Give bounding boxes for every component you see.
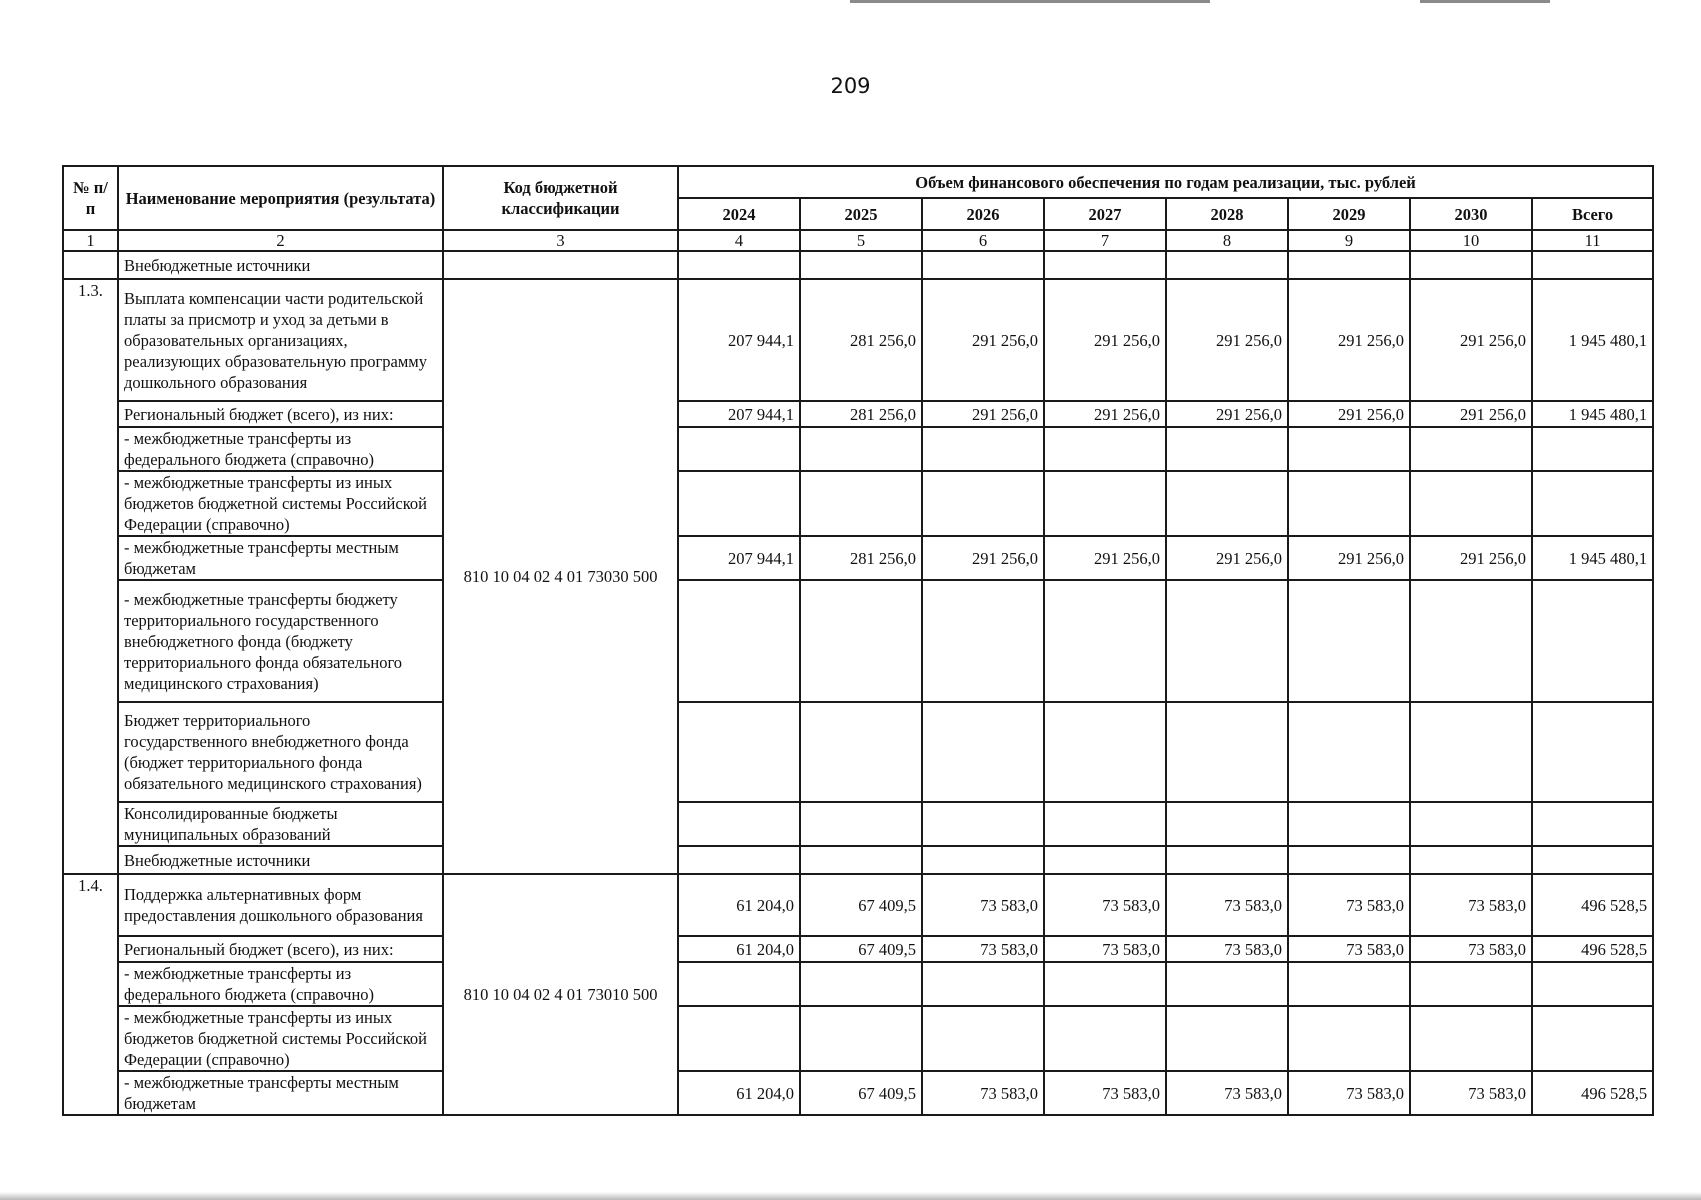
scan-artifact xyxy=(0,1192,1701,1200)
value-cell: 281 256,0 xyxy=(800,401,922,427)
value-cell xyxy=(678,580,800,702)
value-cell: 291 256,0 xyxy=(1166,401,1288,427)
index-cell: 2 xyxy=(118,230,443,251)
table-row xyxy=(63,936,1653,962)
value-cell: 291 256,0 xyxy=(922,279,1044,401)
table-row xyxy=(63,401,1653,427)
header-total: Всего xyxy=(1532,198,1653,230)
value-cell xyxy=(1166,427,1288,471)
table-row xyxy=(63,1071,1653,1115)
scan-artifact xyxy=(850,0,1210,3)
value-cell xyxy=(1288,802,1410,846)
value-cell: 73 583,0 xyxy=(1044,874,1166,936)
value-cell xyxy=(1288,846,1410,874)
table-row xyxy=(63,702,1653,802)
row-name: - межбюджетные трансферты местным бюджетам xyxy=(118,1071,443,1115)
value-cell xyxy=(800,471,922,536)
value-cell: 281 256,0 xyxy=(800,536,922,580)
value-cell: 73 583,0 xyxy=(1410,1071,1532,1115)
value-cell xyxy=(678,962,800,1006)
value-cell xyxy=(1166,580,1288,702)
budget-code: 810 10 04 02 4 01 73010 500 xyxy=(443,874,678,1115)
funding-table xyxy=(62,165,1654,1116)
value-cell xyxy=(800,846,922,874)
value-cell xyxy=(1288,471,1410,536)
value-cell xyxy=(1410,846,1532,874)
value-cell xyxy=(1288,427,1410,471)
value-cell xyxy=(800,962,922,1006)
value-cell: 291 256,0 xyxy=(922,401,1044,427)
value-cell xyxy=(922,471,1044,536)
value-cell xyxy=(678,1006,800,1071)
row-number: 1.3. xyxy=(63,279,118,874)
empty-cell xyxy=(922,251,1044,279)
table-row xyxy=(63,874,1653,936)
value-cell xyxy=(1410,962,1532,1006)
value-cell: 73 583,0 xyxy=(1410,936,1532,962)
value-cell xyxy=(922,427,1044,471)
value-cell xyxy=(800,580,922,702)
value-cell: 291 256,0 xyxy=(922,536,1044,580)
value-cell xyxy=(1166,802,1288,846)
value-total xyxy=(1532,802,1653,846)
value-cell: 73 583,0 xyxy=(1410,874,1532,936)
index-cell: 5 xyxy=(800,230,922,251)
value-total xyxy=(1532,962,1653,1006)
value-total: 1 945 480,1 xyxy=(1532,401,1653,427)
value-cell xyxy=(800,802,922,846)
value-total xyxy=(1532,846,1653,874)
value-cell: 207 944,1 xyxy=(678,536,800,580)
scan-artifact xyxy=(1420,0,1550,3)
header-code: Код бюджетной классификации xyxy=(443,166,678,230)
page-number: 209 xyxy=(830,74,871,98)
empty-cell xyxy=(1166,251,1288,279)
value-total: 496 528,5 xyxy=(1532,936,1653,962)
value-cell: 291 256,0 xyxy=(1166,536,1288,580)
value-total: 1 945 480,1 xyxy=(1532,279,1653,401)
value-cell xyxy=(1044,702,1166,802)
row-name: Внебюджетные источники xyxy=(118,846,443,874)
empty-cell xyxy=(63,251,118,279)
value-cell: 291 256,0 xyxy=(1410,536,1532,580)
value-cell: 291 256,0 xyxy=(1288,401,1410,427)
value-cell xyxy=(800,427,922,471)
value-cell: 73 583,0 xyxy=(1166,936,1288,962)
value-cell: 61 204,0 xyxy=(678,874,800,936)
value-cell xyxy=(1166,471,1288,536)
row-name: Бюджет территориального государственного внебюджетного фонда (бюджет территориального фонда обязательного медицинского страхования) xyxy=(118,702,443,802)
index-cell: 1 xyxy=(63,230,118,251)
table-row xyxy=(63,251,1653,279)
index-cell: 10 xyxy=(1410,230,1532,251)
value-cell: 207 944,1 xyxy=(678,401,800,427)
value-cell xyxy=(1288,1006,1410,1071)
value-cell xyxy=(800,1006,922,1071)
table-row xyxy=(63,802,1653,846)
value-cell: 291 256,0 xyxy=(1288,536,1410,580)
value-cell xyxy=(1044,427,1166,471)
row-name: - межбюджетные трансферты бюджету территориального государственного внебюджетного фонда (бюджету территориального фонда обязательного медицинского страхования) xyxy=(118,580,443,702)
header-year: 2024 xyxy=(678,198,800,230)
header-funding: Объем финансового обеспечения по годам реализации, тыс. рублей xyxy=(678,166,1653,198)
value-cell: 67 409,5 xyxy=(800,874,922,936)
header-year: 2026 xyxy=(922,198,1044,230)
value-cell: 291 256,0 xyxy=(1288,279,1410,401)
value-cell: 291 256,0 xyxy=(1410,279,1532,401)
table-row xyxy=(63,427,1653,471)
value-cell: 61 204,0 xyxy=(678,1071,800,1115)
value-cell xyxy=(1288,702,1410,802)
value-cell: 73 583,0 xyxy=(1044,936,1166,962)
row-name: - межбюджетные трансферты местным бюджетам xyxy=(118,536,443,580)
index-cell: 8 xyxy=(1166,230,1288,251)
value-cell xyxy=(678,471,800,536)
table-row xyxy=(63,536,1653,580)
table-row xyxy=(63,580,1653,702)
empty-cell xyxy=(1410,251,1532,279)
header-name: Наименование мероприятия (результата) xyxy=(118,166,443,230)
value-total xyxy=(1532,580,1653,702)
table-row xyxy=(63,846,1653,874)
value-cell xyxy=(678,802,800,846)
value-cell xyxy=(1044,846,1166,874)
index-cell: 9 xyxy=(1288,230,1410,251)
table-row xyxy=(63,279,1653,401)
header-year: 2027 xyxy=(1044,198,1166,230)
row-name: Выплата компенсации части родительской платы за присмотр и уход за детьми в образовательных организациях, реализующих образовательную программу дошкольного образования xyxy=(118,279,443,401)
value-cell xyxy=(922,702,1044,802)
empty-cell xyxy=(1044,251,1166,279)
value-cell xyxy=(922,846,1044,874)
empty-cell xyxy=(443,251,678,279)
value-cell: 67 409,5 xyxy=(800,936,922,962)
table-row xyxy=(63,962,1653,1006)
value-cell: 291 256,0 xyxy=(1166,279,1288,401)
value-cell: 67 409,5 xyxy=(800,1071,922,1115)
header-year: 2029 xyxy=(1288,198,1410,230)
value-cell xyxy=(1410,427,1532,471)
value-cell xyxy=(922,580,1044,702)
value-cell xyxy=(1166,962,1288,1006)
value-cell xyxy=(1410,580,1532,702)
value-cell xyxy=(1044,1006,1166,1071)
value-cell: 291 256,0 xyxy=(1410,401,1532,427)
value-cell xyxy=(678,702,800,802)
row-name: Региональный бюджет (всего), из них: xyxy=(118,936,443,962)
value-cell: 281 256,0 xyxy=(800,279,922,401)
value-total: 496 528,5 xyxy=(1532,1071,1653,1115)
value-cell xyxy=(1166,846,1288,874)
index-cell: 6 xyxy=(922,230,1044,251)
index-cell: 11 xyxy=(1532,230,1653,251)
value-total: 496 528,5 xyxy=(1532,874,1653,936)
value-cell: 291 256,0 xyxy=(1044,279,1166,401)
empty-cell xyxy=(800,251,922,279)
header-year: 2030 xyxy=(1410,198,1532,230)
value-cell xyxy=(922,1006,1044,1071)
value-cell: 61 204,0 xyxy=(678,936,800,962)
value-cell xyxy=(1410,1006,1532,1071)
value-cell xyxy=(1166,702,1288,802)
row-name: Региональный бюджет (всего), из них: xyxy=(118,401,443,427)
index-cell: 3 xyxy=(443,230,678,251)
budget-code: 810 10 04 02 4 01 73030 500 xyxy=(443,279,678,874)
header-num: № п/п xyxy=(63,166,118,230)
header-year: 2025 xyxy=(800,198,922,230)
value-total xyxy=(1532,427,1653,471)
value-total xyxy=(1532,1006,1653,1071)
value-cell xyxy=(1166,1006,1288,1071)
header-row xyxy=(63,166,1653,198)
value-cell xyxy=(1044,580,1166,702)
value-total: 1 945 480,1 xyxy=(1532,536,1653,580)
value-cell xyxy=(1288,580,1410,702)
value-cell: 207 944,1 xyxy=(678,279,800,401)
empty-cell xyxy=(1532,251,1653,279)
value-cell: 73 583,0 xyxy=(922,874,1044,936)
value-cell: 73 583,0 xyxy=(1044,1071,1166,1115)
table-row xyxy=(63,471,1653,536)
value-cell xyxy=(1410,471,1532,536)
value-cell: 291 256,0 xyxy=(1044,536,1166,580)
value-cell: 73 583,0 xyxy=(1288,874,1410,936)
index-cell: 4 xyxy=(678,230,800,251)
value-cell xyxy=(678,427,800,471)
value-cell xyxy=(922,802,1044,846)
section-1-3 xyxy=(63,279,1653,874)
value-cell xyxy=(1044,471,1166,536)
index-cell: 7 xyxy=(1044,230,1166,251)
value-cell xyxy=(1044,802,1166,846)
table-row xyxy=(63,1006,1653,1071)
row-name: Внебюджетные источники xyxy=(118,251,443,279)
value-cell: 291 256,0 xyxy=(1044,401,1166,427)
value-cell: 73 583,0 xyxy=(1166,874,1288,936)
value-cell: 73 583,0 xyxy=(1288,1071,1410,1115)
row-name: - межбюджетные трансферты из федерального бюджета (справочно) xyxy=(118,427,443,471)
value-total xyxy=(1532,702,1653,802)
empty-cell xyxy=(678,251,800,279)
index-row xyxy=(63,230,1653,251)
value-cell xyxy=(678,846,800,874)
row-number: 1.4. xyxy=(63,874,118,1115)
value-total xyxy=(1532,471,1653,536)
row-name: Поддержка альтернативных форм предоставления дошкольного образования xyxy=(118,874,443,936)
row-name: - межбюджетные трансферты из иных бюджетов бюджетной системы Российской Федерации (справочно) xyxy=(118,471,443,536)
row-name: - межбюджетные трансферты из иных бюджетов бюджетной системы Российской Федерации (справочно) xyxy=(118,1006,443,1071)
value-cell: 73 583,0 xyxy=(922,936,1044,962)
empty-cell xyxy=(1288,251,1410,279)
value-cell: 73 583,0 xyxy=(1288,936,1410,962)
value-cell xyxy=(1410,702,1532,802)
value-cell: 73 583,0 xyxy=(1166,1071,1288,1115)
row-name: Консолидированные бюджеты муниципальных образований xyxy=(118,802,443,846)
value-cell xyxy=(1410,802,1532,846)
value-cell: 73 583,0 xyxy=(922,1071,1044,1115)
value-cell xyxy=(800,702,922,802)
section-1-4 xyxy=(63,874,1653,1115)
header-year: 2028 xyxy=(1166,198,1288,230)
value-cell xyxy=(1044,962,1166,1006)
row-name: - межбюджетные трансферты из федерального бюджета (справочно) xyxy=(118,962,443,1006)
value-cell xyxy=(1288,962,1410,1006)
value-cell xyxy=(922,962,1044,1006)
